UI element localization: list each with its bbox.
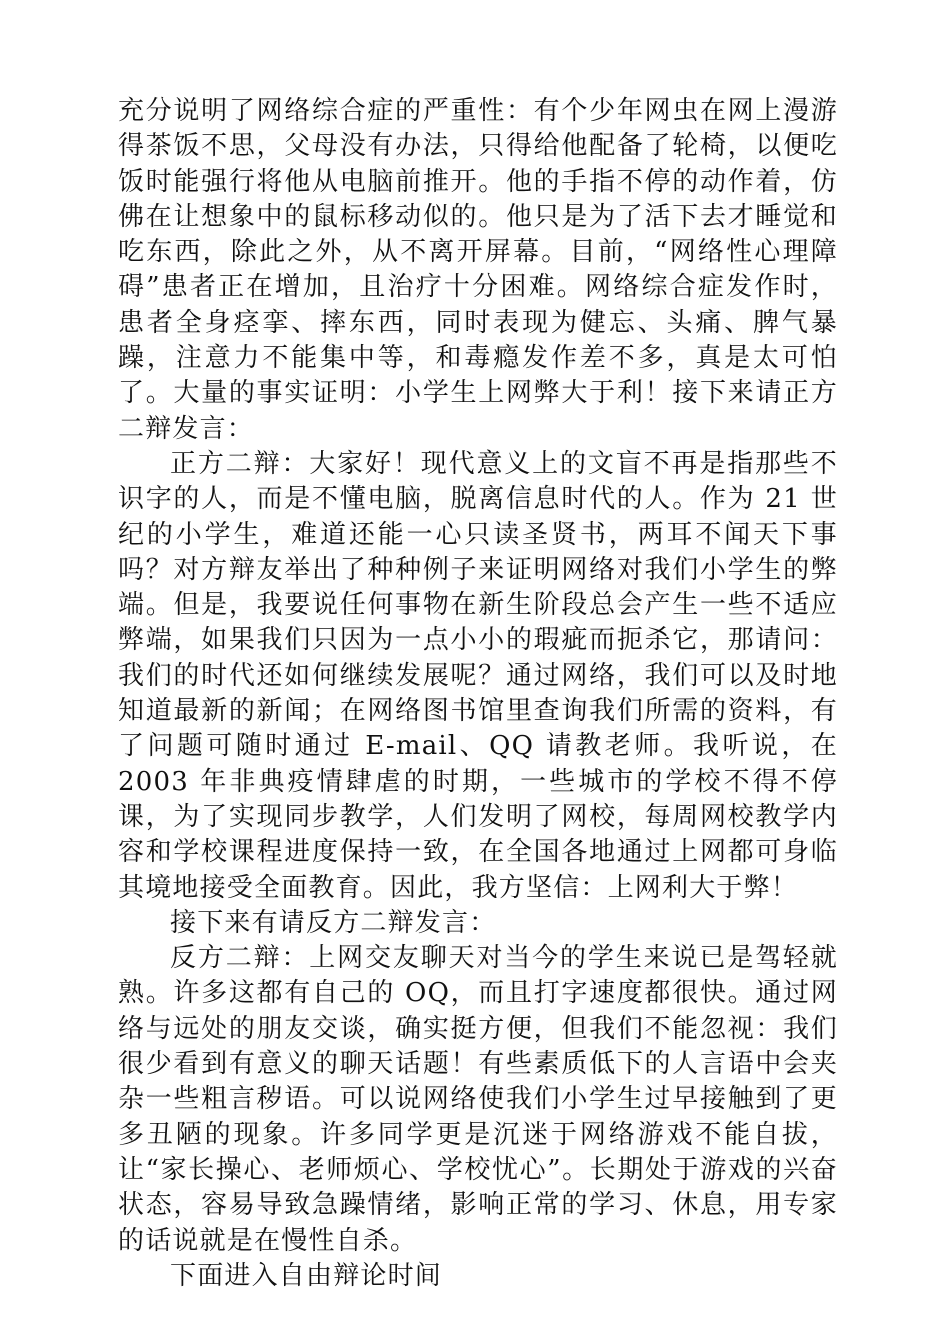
paragraph-affirmative-second: 正方二辩：大家好！现代意义上的文盲不再是指那些不识字的人，而是不懂电脑，脱离信息时代的人。作为 21 世纪的小学生，难道还能一心只读圣贤书，两耳不闻天下事吗？对方辩友举出了种种例子来证明网络对我们小学生的弊端。但是，我要说任何事物在新生阶段总会产生一些不适应弊端，如果我们只因为一点小小的瑕疵而扼杀它，那请问：我们的时代还如何继续发展呢？通过网络，我们可以及时地知道最新的新闻；在网络图书馆里查询我们所需的资料，有了问题可随时通过 E-mail、QQ 请教老师。我听说，在 2003 年非典疫情肆虐的时期，一些城市的学校不得不停课，为了实现同步教学，人们发明了网校，每周网校教学内容和学校课程进度保持一致，在全国各地通过上网都可身临其境地接受全面教育。因此，我方坚信：上网利大于弊！: [118, 448, 838, 903]
paragraph-free-debate: 下面进入自由辩论时间: [170, 1260, 443, 1291]
document-page: [118, 94, 838, 1294]
paragraph-continuation: 充分说明了网络综合症的严重性：有个少年网虫在网上漫游得茶饭不思，父母没有办法，只得给他配备了轮椅，以便吃饭时能强行将他从电脑前推开。他的手指不停的动作着，仿佛在让想象中的鼠标移动似的。他只是为了活下去才睡觉和吃东西，除此之外，从不离开屏幕。目前，“网络性心理障碍”患者正在增加，且治疗十分困难。网络综合症发作时，患者全身痉挛、摔东西，同时表现为健忘、头痛、脾气暴躁，注意力不能集中等，和毒瘾发作差不多，真是太可怕了。大量的事实证明：小学生上网弊大于利！接下来请正方二辩发言：: [118, 96, 838, 444]
paragraph-host-transition: 接下来有请反方二辩发言：: [170, 907, 497, 938]
paragraph-negative-second: 反方二辩：上网交友聊天对当今的学生来说已是驾轻就熟。许多这都有自己的 OQ，而且打字速度都很快。通过网络与远处的朋友交谈，确实挺方便，但我们不能忽视：我们很少看到有意义的聊天话题！有些素质低下的人言语中会夹杂一些粗言秽语。可以说网络使我们小学生过早接触到了更多丑陋的现象。许多同学更是沉迷于网络游戏不能自拔，让“家长操心、老师烦心、学校忧心”。长期处于游戏的兴奋状态，容易导致急躁情绪，影响正常的学习、休息，用专家的话说就是在慢性自杀。: [118, 943, 838, 1256]
